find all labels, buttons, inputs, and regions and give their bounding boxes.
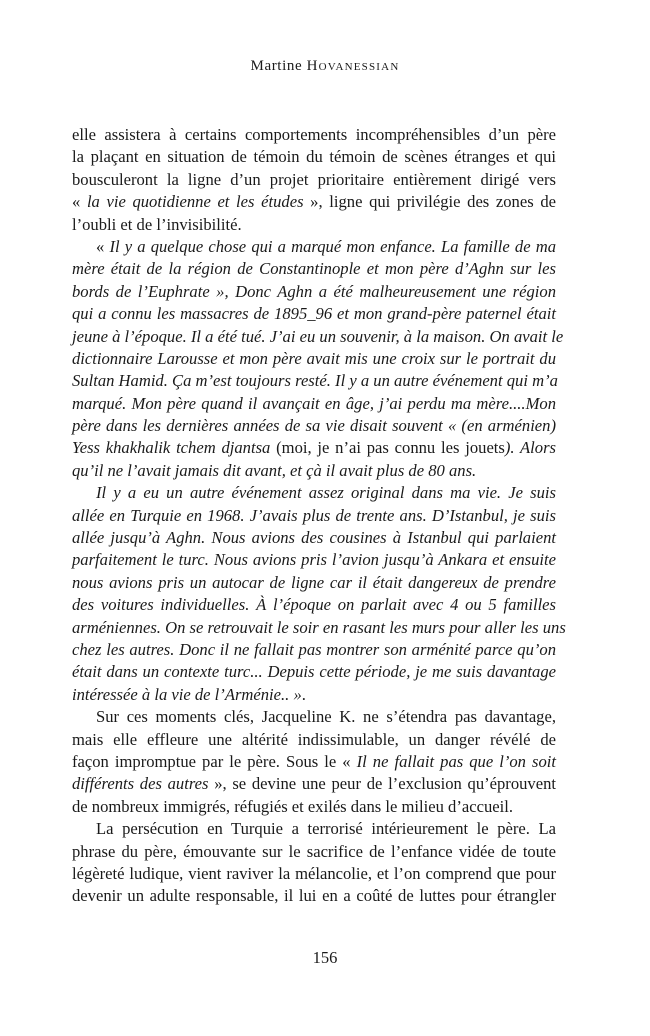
text-line — [72, 326, 564, 348]
text-line — [72, 594, 556, 616]
italic-quote-text: nous avions pris un autocar de ligne car il était dangereux de prendre — [72, 572, 556, 592]
text-line — [72, 505, 556, 527]
paragraph — [72, 818, 556, 908]
text-line — [72, 796, 556, 818]
text-line — [72, 684, 556, 706]
text-line — [72, 617, 566, 639]
running-head — [0, 58, 650, 75]
text-run: légèreté ludique, vient raviver la mélancolie, et l’on comprend que pour — [72, 863, 556, 883]
text-line — [72, 661, 556, 683]
text-run: », ligne qui privilégie des zones de — [303, 192, 556, 212]
paragraph — [72, 236, 564, 482]
text-run: bousculeront la ligne d’un projet prioritaire entièrement dirigé vers — [72, 169, 556, 189]
text-run: la plaçant en situation de témoin du témoin de scènes étranges et qui — [72, 147, 556, 167]
italic-quote-text: Il ne fallait pas que l’on soit — [356, 751, 556, 771]
text-run: . — [301, 684, 306, 704]
text-line — [72, 348, 556, 370]
italic-quote-text: qui a connu les massacres de 1895_96 et mon grand-père paternel était — [72, 304, 556, 324]
text-line — [72, 214, 556, 236]
text-line — [72, 460, 556, 482]
italic-quote-text: intéressée à la vie de l’Arménie.. » — [72, 684, 302, 704]
text-line — [72, 841, 556, 863]
text-line — [72, 885, 556, 907]
italic-quote-text: père dans les dernières années de sa vie disait souvent « (en arménien) — [72, 416, 556, 436]
paragraph — [72, 482, 566, 706]
italic-quote-text: était dans un contexte turc... Depuis cette période, je me suis davantage — [72, 662, 556, 682]
italic-quote-text: des voitures individuelles. À l’époque on parlait avec 4 ou 5 familles — [72, 595, 556, 615]
text-line — [72, 773, 556, 795]
italic-quote-text: Il y a eu un autre événement assez original dans ma vie. Je suis — [96, 483, 556, 503]
text-line — [72, 818, 556, 840]
text-line — [72, 370, 556, 392]
text-line — [72, 393, 556, 415]
page-number: 156 — [312, 948, 338, 967]
text-run: elle assistera à certains comportements incompréhensibles d’un père — [72, 125, 556, 144]
text-run: l’oubli et de l’invisibilité. — [72, 214, 242, 234]
italic-quote-text: arméniennes. On se retrouvait le soir en rasant les murs pour aller les uns — [72, 617, 566, 637]
italic-quote-text: Yess khakhalik tchem djantsa — [72, 438, 271, 458]
text-run: La persécution en Turquie a terrorisé intérieurement le père. La — [96, 819, 556, 839]
text-line — [72, 169, 556, 191]
text-line — [72, 706, 556, 728]
text-run: devenir un adulte responsable, il lui en a coûté de luttes pour étrangler — [72, 886, 556, 906]
text-line — [72, 258, 556, 280]
text-run: », se devine une peur de l’exclusion qu’éprouvent — [208, 774, 556, 794]
italic-quote-text: dictionnaire Larousse et mon père avait mis une croix sur le portrait du — [72, 348, 556, 368]
italic-quote-text: ). Alors — [504, 438, 556, 458]
italic-quote-text: mère était de la région de Constantinople et mon père d’Aghn sur les — [72, 259, 556, 279]
text-line — [72, 303, 556, 325]
text-line — [72, 146, 556, 168]
text-run: de nombreux immigrés, réfugiés et exilés dans le milieu d’accueil. — [72, 796, 513, 816]
italic-quote-text: la vie quotidienne et les études — [86, 192, 304, 212]
text-run: mais elle effleure une altérité indissimulable, un danger révélé de — [72, 729, 556, 749]
italic-quote-text: différents des autres — [72, 774, 209, 794]
italic-quote-text: bords de l’Euphrate », Donc Aghn a été malheureusement une région — [72, 281, 556, 301]
text-line — [72, 729, 556, 751]
italic-quote-text: parfaitement le turc. Nous avions pris l’avion jusqu’à Ankara et ensuite — [72, 550, 556, 570]
text-line — [72, 437, 556, 459]
text-line — [72, 482, 556, 504]
italic-quote-text: allée jusqu’à Aghn. Nous avions des cousines à Istanbul qui parlaient — [72, 528, 556, 548]
text-line — [72, 572, 556, 594]
text-line — [72, 863, 556, 885]
text-run: phrase du père, émouvante sur le sacrifice de l’enfance vidée de toute — [72, 841, 556, 861]
italic-quote-text: Il y a quelque chose qui a marqué mon enfance. La famille de ma — [109, 236, 556, 256]
text-line — [72, 236, 556, 258]
text-line — [72, 191, 556, 213]
italic-quote-text: chez les autres. Donc il ne fallait pas montrer son arménité parce qu’on — [72, 639, 556, 659]
author-last-name: Hovanessian — [306, 58, 400, 74]
text-run: « — [72, 192, 87, 212]
text-run: « — [96, 236, 110, 256]
text-run: façon impromptue par le père. Sous le « — [72, 751, 357, 771]
text-line — [72, 751, 556, 773]
author-first-name: Martine — [250, 58, 303, 74]
text-line — [72, 639, 556, 661]
paragraph — [72, 124, 556, 236]
text-run: Sur ces moments clés, Jacqueline K. ne s’étendra pas davantage, — [96, 707, 556, 727]
italic-quote-text: jeune à l’époque. Il a été tué. J’ai eu un souvenir, à la maison. On avait le — [72, 326, 564, 346]
italic-quote-text: Sultan Hamid. Ça m’est toujours resté. Il y a un autre événement qui m’a — [72, 371, 558, 391]
text-line — [72, 549, 556, 571]
text-line — [72, 281, 556, 303]
italic-quote-text: marqué. Mon père quand il avançait en âge, j’ai perdu ma mère....Mon — [72, 393, 556, 413]
text-line — [72, 415, 556, 437]
body-text — [72, 124, 566, 908]
italic-quote-text: qu’il ne l’avait jamais dit avant, et çà il avait plus de 80 ans. — [72, 460, 477, 480]
text-line — [72, 124, 556, 146]
text-line — [72, 527, 556, 549]
italic-quote-text: allée en Turquie en 1968. J’avais plus de trente ans. D’Istanbul, je suis — [72, 505, 556, 525]
text-run: (moi, je n’ai pas connu les jouets — [270, 438, 505, 458]
paragraph — [72, 706, 556, 818]
